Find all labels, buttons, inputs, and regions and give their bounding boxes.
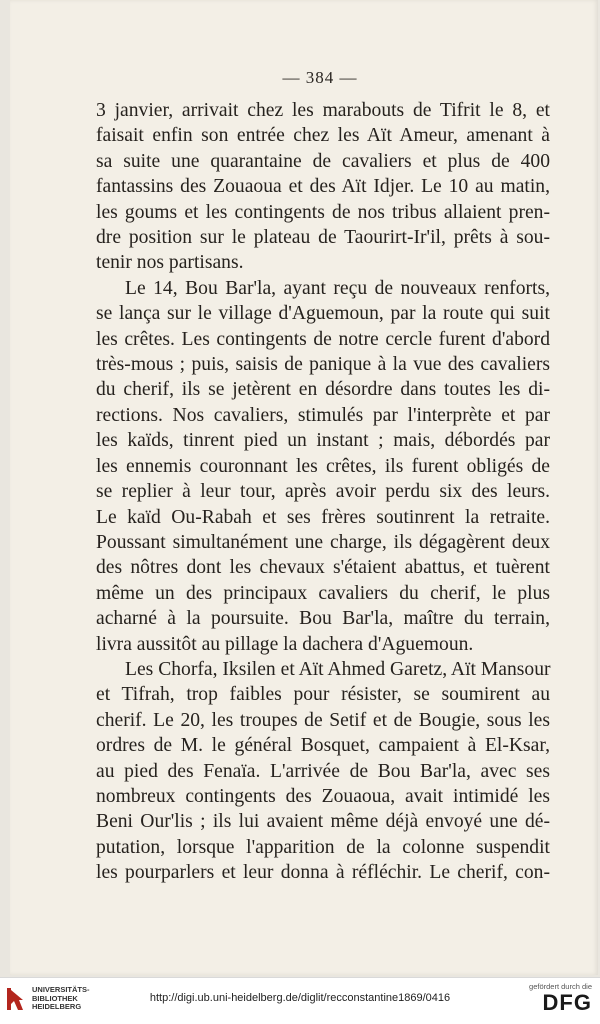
text-line: 3 janvier, arrivait chez les marabouts de Tifrit le 8, et: [96, 100, 550, 121]
text-line: Le kaïd Ou-Rabah et ses frères soutinrent la retraite.: [96, 506, 550, 528]
page-number: — 384 —: [282, 68, 358, 87]
text-line: acharné à la poursuite. Bou Bar'la, maître du terrain,: [96, 608, 550, 630]
text-line: au pied des Fenaïa. L'arrivée de Bou Bar'la, avec ses: [96, 760, 550, 782]
body-text: [96, 98, 550, 886]
text-line: les kaïds, tinrent pied un instant ; mais, débordés par: [96, 430, 550, 452]
text-line: rections. Nos cavaliers, stimulés par l'interprète et par: [96, 404, 550, 426]
text-line: dre position sur le plateau de Taourirt-Ir'il, prêts à sou-: [96, 227, 550, 249]
text-line: Les Chorfa, Iksilen et Aït Ahmed Garetz, Aït Mansour: [125, 658, 551, 680]
text-line: les goums et les contingents de nos tribus allaient pren-: [96, 201, 550, 223]
text-line: se replier à leur tour, après avoir perdu six des leurs.: [96, 481, 550, 503]
text-line: ordres de M. le général Bosquet, campaient à El-Ksar,: [96, 735, 550, 757]
library-name-line: HEIDELBERG: [32, 1002, 82, 1012]
text-line: des nôtres dont les chevaux s'étaient abattus, et tuèrent: [96, 557, 550, 579]
text-line: fantassins des Zouaoua et des Aït Idjer. Le 10 au matin,: [96, 176, 550, 198]
text-line: cherif. Le 20, les troupes de Setif et de Bougie, sous les: [96, 709, 550, 731]
text-line: faisait enfin son entrée chez les Aït Ameur, amenant à: [96, 125, 550, 147]
text-line: les ennemis couronnant les crêtes, ils furent obligés de: [96, 455, 550, 477]
viewer-footer: [0, 977, 600, 1024]
library-name-line: UNIVERSITÄTS-: [32, 985, 90, 995]
dfg-wordmark: DFG: [542, 990, 592, 1015]
text-line: les crêtes. Les contingents de notre cercle furent d'abord: [96, 328, 550, 350]
text-line: livra aussitôt au pillage la dachera d'Aguemoun.: [96, 633, 474, 655]
text-line: les pourparlers et leur donna à réfléchir. Le cherif, con-: [96, 862, 550, 884]
text-line: même un des principaux cavaliers du cherif, le plus: [96, 582, 550, 604]
text-line: très-mous ; puis, saisis de panique à la vue des cavaliers: [96, 354, 550, 376]
text-line: sa suite une quarantaine de cavaliers et plus de 400: [96, 150, 550, 172]
text-line: Poussant simultanément une charge, ils dégagèrent deux: [96, 531, 550, 553]
text-line: se lança sur le village d'Aguemoun, par la route qui suit: [96, 303, 550, 325]
text-line: Le 14, Bou Bar'la, ayant reçu de nouveaux renforts,: [125, 277, 550, 299]
text-line: Beni Our'lis ; ils lui avaient même déjà envoyé une dé-: [96, 811, 550, 833]
book-page: [10, 0, 598, 975]
document-url-link[interactable]: http://digi.ub.uni-heidelberg.de/diglit/recconstantine1869/0416: [149, 992, 451, 1004]
text-line: et Tifrah, trop faibles pour résister, se soumirent au: [96, 684, 550, 706]
dfg-caption: gefördert durch die: [529, 982, 592, 991]
text-line: du cherif, ils se jetèrent en désordre dans toutes les di-: [96, 379, 550, 401]
library-name-line: BIBLIOTHEK: [32, 993, 78, 1003]
text-line: tenir nos partisans.: [96, 252, 244, 274]
text-line: putation, lorsque l'apparition de la colonne suspendit: [96, 836, 550, 858]
text-line: nombreux contingents des Zouaoua, avait intimidé les: [96, 785, 550, 807]
dfg-logo[interactable]: [529, 982, 592, 1015]
